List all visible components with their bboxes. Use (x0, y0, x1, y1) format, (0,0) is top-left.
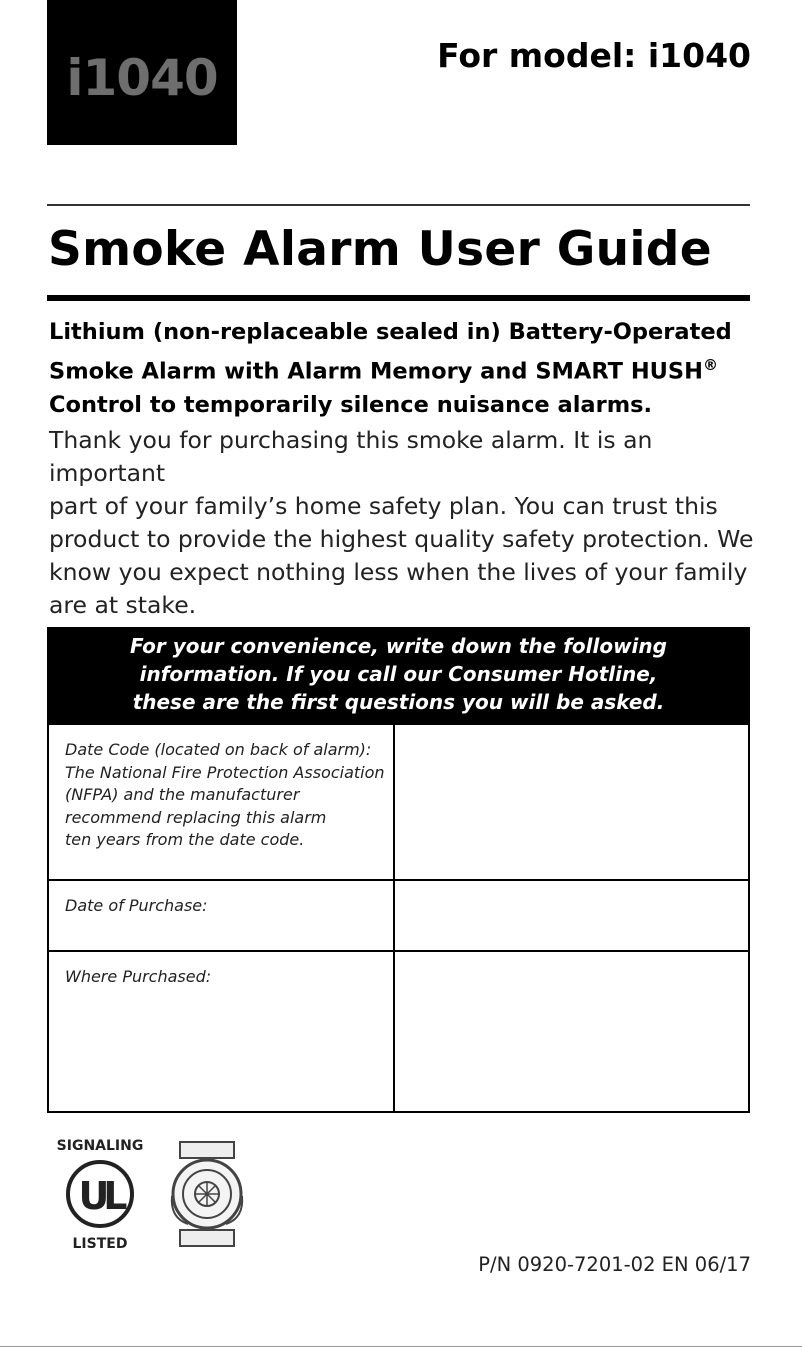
divider-thin (47, 204, 750, 206)
ul-listed-text: LISTED (72, 1236, 128, 1251)
registered-mark: ® (702, 356, 718, 374)
intro-line: know you expect nothing less when the lives of your family (49, 558, 748, 586)
date-of-purchase-field[interactable] (395, 881, 748, 950)
model-badge (47, 0, 237, 145)
ul-mark: UL (78, 1174, 122, 1218)
where-purchased-label: Where Purchased: (49, 952, 395, 1111)
table-row-date-code (49, 723, 748, 879)
part-number: P/N 0920-7201-02 EN 06/17 (478, 1253, 751, 1276)
where-purchased-field[interactable] (395, 952, 748, 1111)
ul-signaling-text: SIGNALING (56, 1138, 144, 1154)
table-row-date-of-purchase (49, 879, 748, 950)
divider-thick (47, 295, 750, 301)
intro-line: product to provide the highest quality safety protection. We (49, 525, 754, 553)
intro-line: are at stake. (49, 591, 197, 619)
description-line-3: Control to temporarily silence nuisance alarms. (49, 391, 653, 418)
for-model-heading: For model: i1040 (437, 36, 751, 75)
intro-line: Thank you for purchasing this smoke alarm. It is an important (49, 426, 653, 487)
model-badge-text: i1040 (66, 48, 218, 107)
description-line-2: Smoke Alarm with Alarm Memory and SMART HUSH® (49, 356, 718, 385)
table-row-where-purchased (49, 950, 748, 1111)
fire-marshal-seal-icon (166, 1138, 248, 1250)
description-line-1: Lithium (non-replaceable sealed in) Battery-Operated (49, 319, 732, 345)
info-table (47, 627, 750, 1113)
intro-line: part of your family’s home safety plan. You can trust this (49, 492, 718, 520)
product-description (49, 316, 749, 422)
intro-paragraph (49, 424, 754, 622)
ul-listed-logo (55, 1136, 145, 1251)
info-table-header: For your convenience, write down the following information. If you call our Consumer Hotline, these are the first questions you will be asked. (49, 629, 748, 723)
page-bottom-edge (0, 1346, 802, 1347)
date-code-label: Date Code (located on back of alarm): The National Fire Protection Association (NFPA) and the manufacturer recommend replacing this alarm ten years from the date code. (49, 725, 395, 879)
page-title: Smoke Alarm User Guide (48, 222, 712, 277)
date-of-purchase-label: Date of Purchase: (49, 881, 395, 950)
date-code-field[interactable] (395, 725, 748, 879)
